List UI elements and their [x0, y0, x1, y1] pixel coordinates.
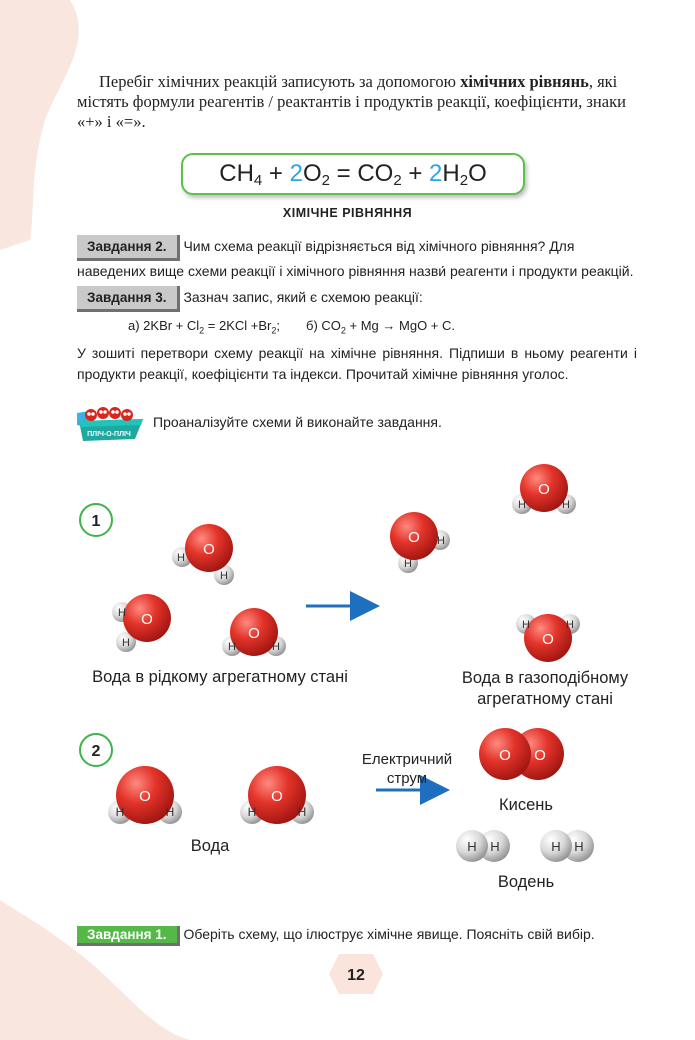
page-number-badge [327, 952, 385, 996]
intro-text-1: Перебіг хімічних реакцій записують за допомогою [99, 72, 461, 91]
svg-text:H: H [165, 805, 175, 819]
svg-text:H: H [118, 607, 126, 619]
water-molecule-liquid-1 [172, 524, 234, 585]
svg-text:O: O [538, 481, 550, 498]
task3-label: Завдання 3. [77, 286, 180, 312]
svg-text:O: O [534, 747, 546, 764]
intro-bold-term: хімічних рівнянь [460, 72, 589, 91]
svg-text:H: H [272, 641, 280, 653]
svg-text:H: H [574, 839, 584, 854]
hydrogen-molecule-2 [540, 830, 594, 862]
svg-text:H: H [122, 637, 130, 649]
water-molecule-liquid-2 [112, 594, 171, 652]
task3-option-a: а) $2KBr + Cl_2 = 2KCl +Br_2$; [128, 318, 281, 336]
svg-text:H: H [562, 499, 570, 511]
task1-text: Оберіть схему, що ілюструє хімічне явище. Поясніть свій вибір. [183, 926, 595, 942]
equation: $CH_4 + 2O_2 = CO_2 + 2H_2O$ [219, 159, 487, 189]
water-molecule-scheme2-1 [108, 766, 182, 824]
svg-text:H: H [247, 805, 257, 819]
task3-option-b: б) $CO_2 + Mg$ → MgO + C. [306, 318, 455, 336]
svg-text:O: O [141, 611, 153, 628]
page-number: 12 [347, 967, 365, 984]
svg-text:O: O [271, 788, 283, 805]
equation-caption: ХІМІЧНЕ РІВНЯННЯ [282, 206, 413, 220]
svg-text:H: H [437, 535, 445, 547]
scheme1-left-label: Вода в рідкому агрегатному стані [92, 668, 348, 686]
water-molecule-gas-1 [390, 512, 450, 573]
pair-work-icon [75, 405, 145, 445]
scheme1-right-label: Вода в газоподібному агрегатному стані [461, 669, 629, 708]
svg-text:H: H [404, 558, 412, 570]
water-molecule-gas-3 [516, 614, 580, 662]
task3-text: Зазнач запис, який є схемою реакції: [183, 289, 423, 305]
svg-text:H: H [490, 839, 500, 854]
svg-text:O: O [139, 788, 151, 805]
svg-text:H: H [220, 570, 228, 582]
hydrogen-molecule-1 [456, 830, 510, 862]
scheme2-water-label: Вода [190, 837, 230, 855]
task2-label: Завдання 2. [77, 235, 180, 261]
svg-text:H: H [228, 641, 236, 653]
task2-block [77, 235, 637, 282]
svg-text:O: O [408, 529, 420, 546]
pair-work-text: Проаналізуйте схеми й виконайте завдання. [153, 414, 442, 430]
svg-text:O: O [248, 625, 260, 642]
task2-text: Чим схема реакції відрізняється від хімічного рівняння? Для наведених вище схеми реакції і хімічного рівняння назви́ реагенти і продукти реакцій. [77, 238, 634, 279]
svg-text:H: H [297, 805, 307, 819]
svg-text:H: H [115, 805, 125, 819]
svg-text:2: 2 [91, 743, 101, 760]
svg-text:H: H [467, 839, 477, 854]
chemical-equation-box [181, 153, 525, 195]
instruction-paragraph: У зошиті перетвори схему реакції на хімічне рівняння. Підпиши в ньому реагенти і продукти реакції, коефіцієнти та індекси. Прочитай хімічне рівняння уголос. [77, 345, 637, 382]
svg-text:1: 1 [91, 513, 101, 530]
intro-paragraph [77, 72, 637, 132]
water-molecule-liquid-3 [222, 608, 286, 656]
water-molecule-scheme2-2 [240, 766, 314, 824]
task1-label: Завдання 1. [77, 926, 180, 946]
task3-block [77, 286, 637, 312]
scheme1-number-badge [80, 504, 112, 536]
svg-text:H: H [522, 619, 530, 631]
scheme2-number-badge [80, 734, 112, 766]
hydrogen-label: Водень [497, 873, 555, 891]
svg-text:H: H [566, 619, 574, 631]
water-molecule-gas-2 [512, 464, 576, 514]
scheme2-arrow-label: Електричний струм [361, 751, 453, 787]
oxygen-molecule [479, 728, 564, 780]
pair-work-badge-text: ПЛІЧ-О-ПЛІЧ [87, 431, 131, 438]
svg-text:O: O [499, 747, 511, 764]
svg-text:H: H [177, 552, 185, 564]
svg-text:H: H [518, 499, 526, 511]
task1-block [77, 926, 657, 946]
svg-text:O: O [203, 541, 215, 558]
intro-text-2: , які містять формули реагентів / реактантів і продуктів реакції, коефіцієнти, знаки «+» і «=». [77, 72, 626, 131]
oxygen-label: Кисень [499, 796, 553, 814]
svg-text:O: O [542, 631, 554, 648]
svg-text:H: H [551, 839, 561, 854]
